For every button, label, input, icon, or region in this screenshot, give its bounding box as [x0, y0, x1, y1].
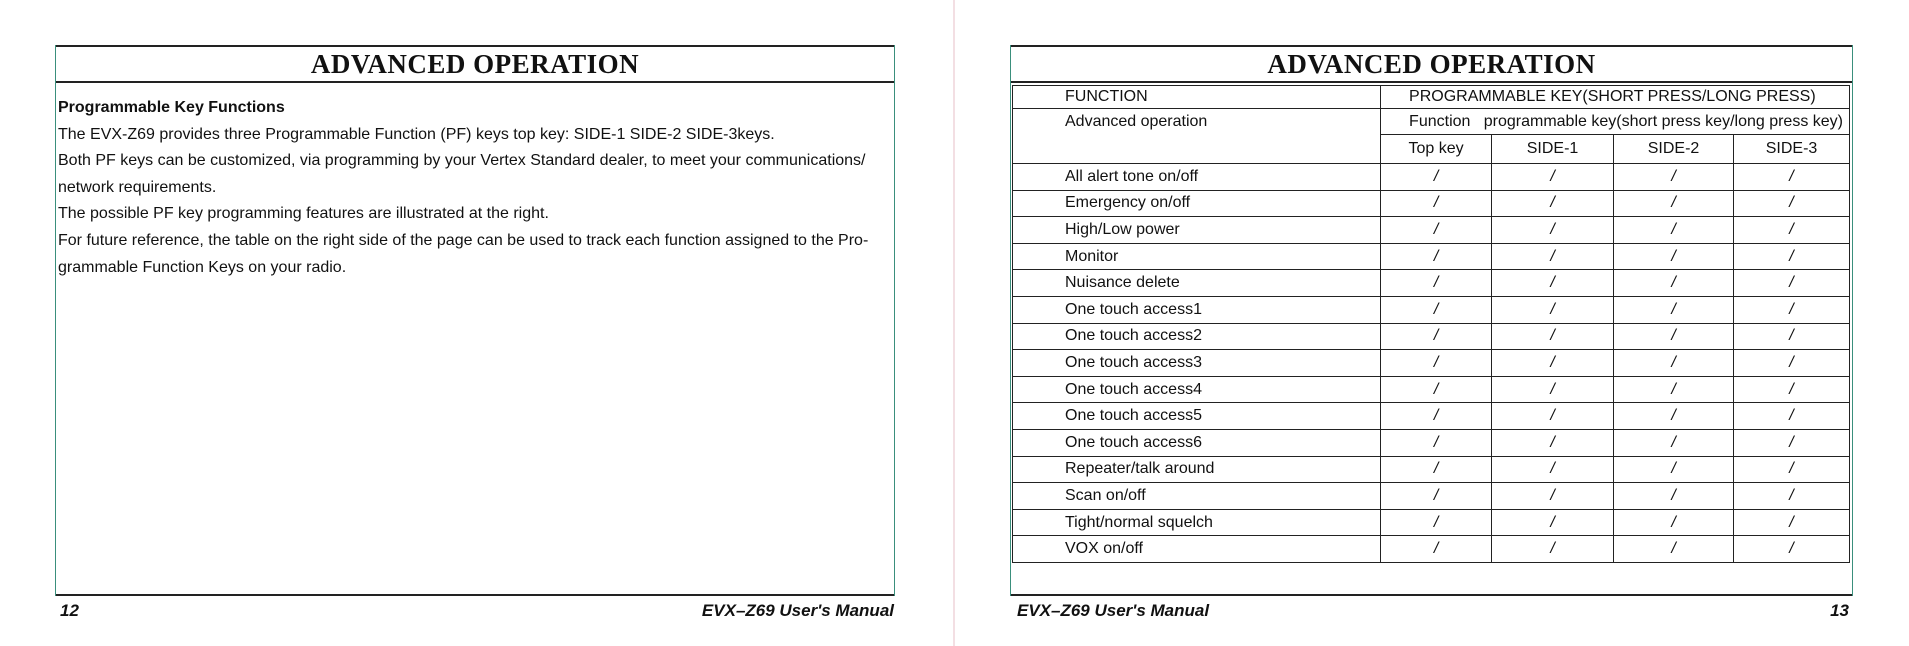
key-assignment-cell: /: [1614, 270, 1734, 297]
advanced-operation-label: Advanced operation: [1013, 109, 1381, 135]
key-assignment-cell: /: [1734, 243, 1850, 270]
right-page-number: 13: [1830, 601, 1849, 620]
right-page-title: ADVANCED OPERATION: [1011, 45, 1852, 83]
table-row: [1013, 217, 1850, 244]
key-assignment-cell: /: [1381, 217, 1492, 244]
key-assignment-cell: /: [1381, 296, 1492, 323]
table-row: [1013, 536, 1850, 563]
table-row: [1013, 190, 1850, 217]
function-name: Monitor: [1013, 243, 1381, 270]
key-assignment-cell: /: [1381, 456, 1492, 483]
body-paragraph: The possible PF key programming features are illustrated at the right.: [58, 205, 549, 223]
key-assignment-cell: /: [1614, 403, 1734, 430]
key-assignment-cell: /: [1492, 536, 1614, 563]
key-assignment-cell: /: [1381, 350, 1492, 377]
key-assignment-cell: /: [1614, 296, 1734, 323]
table-row: [1013, 429, 1850, 456]
table-row: [1013, 376, 1850, 403]
key-assignment-cell: /: [1492, 376, 1614, 403]
right-page: [955, 0, 1909, 646]
column-top-key: Top key: [1381, 135, 1492, 164]
key-assignment-cell: /: [1381, 190, 1492, 217]
key-assignment-cell: /: [1614, 429, 1734, 456]
table-subheader-row: [1013, 109, 1850, 135]
table-row: [1013, 243, 1850, 270]
key-assignment-cell: /: [1734, 164, 1850, 191]
table-row: [1013, 509, 1850, 536]
key-assignment-cell: /: [1381, 164, 1492, 191]
column-side-1: SIDE-1: [1492, 135, 1614, 164]
key-assignment-cell: /: [1734, 323, 1850, 350]
body-paragraph: network requirements.: [58, 178, 217, 196]
key-assignment-cell: /: [1734, 456, 1850, 483]
table-row: [1013, 164, 1850, 191]
function-name: VOX on/off: [1013, 536, 1381, 563]
key-assignment-cell: /: [1381, 536, 1492, 563]
left-page: [0, 0, 954, 646]
key-assignment-cell: /: [1734, 376, 1850, 403]
function-name: One touch access6: [1013, 429, 1381, 456]
table-row: [1013, 296, 1850, 323]
left-page-title: ADVANCED OPERATION: [56, 45, 894, 83]
function-name: Repeater/talk around: [1013, 456, 1381, 483]
key-assignment-cell: /: [1492, 483, 1614, 510]
key-assignment-cell: /: [1614, 483, 1734, 510]
key-assignment-cell: /: [1492, 509, 1614, 536]
key-assignment-cell: /: [1734, 536, 1850, 563]
key-assignment-cell: /: [1734, 403, 1850, 430]
body-paragraph: Both PF keys can be customized, via programming by your Vertex Standard dealer, to meet your communications/: [58, 152, 866, 170]
table-row: [1013, 483, 1850, 510]
function-name: Nuisance delete: [1013, 270, 1381, 297]
key-assignment-cell: /: [1492, 190, 1614, 217]
key-assignment-cell: /: [1734, 270, 1850, 297]
left-page-body: [58, 95, 888, 281]
function-name: Emergency on/off: [1013, 190, 1381, 217]
left-page-bottom-rule: [56, 594, 894, 596]
key-assignment-cell: /: [1614, 456, 1734, 483]
header-programmable-key: PROGRAMMABLE KEY(SHORT PRESS/LONG PRESS): [1381, 86, 1850, 109]
table-row: [1013, 350, 1850, 377]
key-assignment-cell: /: [1381, 403, 1492, 430]
key-assignment-cell: /: [1492, 296, 1614, 323]
key-assignment-cell: /: [1381, 376, 1492, 403]
key-assignment-cell: /: [1381, 243, 1492, 270]
key-assignment-cell: /: [1614, 190, 1734, 217]
key-assignment-cell: /: [1492, 270, 1614, 297]
key-assignment-cell: /: [1614, 376, 1734, 403]
function-name: Scan on/off: [1013, 483, 1381, 510]
key-assignment-cell: /: [1381, 323, 1492, 350]
key-assignment-cell: /: [1734, 350, 1850, 377]
function-name: High/Low power: [1013, 217, 1381, 244]
key-assignment-cell: /: [1614, 509, 1734, 536]
function-name: All alert tone on/off: [1013, 164, 1381, 191]
table-row: [1013, 403, 1850, 430]
key-assignment-cell: /: [1734, 509, 1850, 536]
body-paragraph: For future reference, the table on the right side of the page can be used to track each function assigned to the Pro-: [58, 231, 869, 249]
key-assignment-cell: /: [1492, 429, 1614, 456]
left-page-frame: [55, 45, 895, 596]
left-page-number: 12: [60, 601, 79, 620]
key-assignment-cell: /: [1492, 243, 1614, 270]
key-assignment-cell: /: [1734, 483, 1850, 510]
function-name: One touch access2: [1013, 323, 1381, 350]
function-name: One touch access3: [1013, 350, 1381, 377]
table-columns-row: [1013, 135, 1850, 164]
body-paragraph: The EVX-Z69 provides three Programmable Function (PF) keys top key: SIDE-1 SIDE-2 SIDE-3keys.: [58, 125, 775, 143]
key-assignment-cell: /: [1734, 296, 1850, 323]
function-programmable-subheader: Function programmable key(short press key/long press key): [1381, 109, 1850, 135]
key-assignment-cell: /: [1381, 483, 1492, 510]
key-assignment-cell: /: [1614, 536, 1734, 563]
function-name: One touch access5: [1013, 403, 1381, 430]
table-body: [1013, 164, 1850, 563]
section-heading: Programmable Key Functions: [58, 99, 285, 116]
right-manual-name: EVX–Z69 User's Manual: [1017, 601, 1210, 620]
programmable-key-table: [1012, 85, 1850, 563]
table-row: [1013, 323, 1850, 350]
key-assignment-cell: /: [1381, 429, 1492, 456]
table-row: [1013, 456, 1850, 483]
function-name: One touch access4: [1013, 376, 1381, 403]
key-assignment-cell: /: [1492, 217, 1614, 244]
column-side-3: SIDE-3: [1734, 135, 1850, 164]
key-assignment-cell: /: [1381, 270, 1492, 297]
table-row: [1013, 270, 1850, 297]
key-assignment-cell: /: [1614, 350, 1734, 377]
header-function: FUNCTION: [1013, 86, 1381, 109]
key-assignment-cell: /: [1614, 217, 1734, 244]
column-side-2: SIDE-2: [1614, 135, 1734, 164]
key-assignment-cell: /: [1614, 323, 1734, 350]
key-assignment-cell: /: [1492, 164, 1614, 191]
key-assignment-cell: /: [1492, 350, 1614, 377]
left-manual-name: EVX–Z69 User's Manual: [701, 601, 894, 620]
key-assignment-cell: /: [1614, 243, 1734, 270]
key-assignment-cell: /: [1492, 456, 1614, 483]
body-paragraph: grammable Function Keys on your radio.: [58, 258, 347, 276]
key-assignment-cell: /: [1492, 323, 1614, 350]
empty-header-cell: [1013, 135, 1381, 164]
right-page-frame: [1010, 45, 1853, 596]
key-assignment-cell: /: [1614, 164, 1734, 191]
key-assignment-cell: /: [1381, 509, 1492, 536]
key-assignment-cell: /: [1734, 429, 1850, 456]
table-header-row: [1013, 86, 1850, 109]
function-name: Tight/normal squelch: [1013, 509, 1381, 536]
key-assignment-cell: /: [1734, 217, 1850, 244]
key-assignment-cell: /: [1492, 403, 1614, 430]
right-page-bottom-rule: [1011, 594, 1852, 596]
key-assignment-cell: /: [1734, 190, 1850, 217]
function-name: One touch access1: [1013, 296, 1381, 323]
